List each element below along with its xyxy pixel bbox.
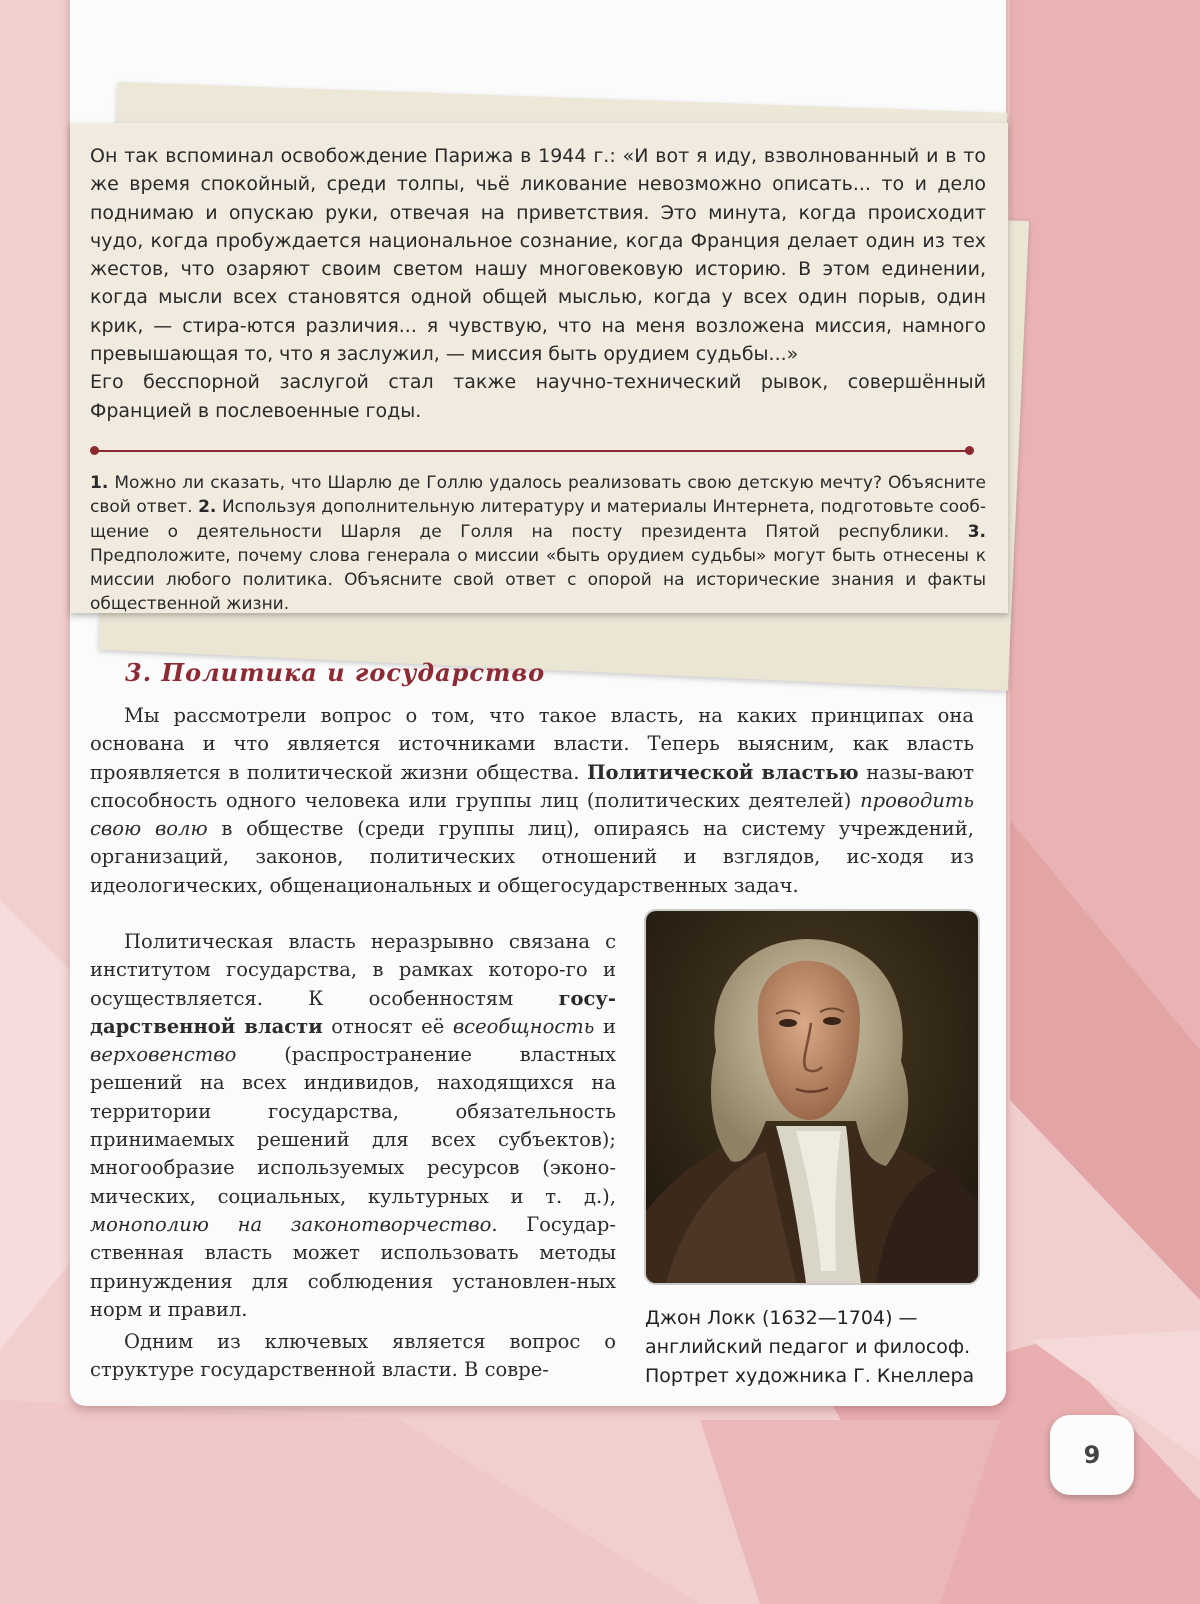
paragraph-text: относят её [331, 1014, 445, 1038]
page-number: 9 [1050, 1415, 1134, 1495]
section-title: 3. Политика и государство [125, 658, 546, 687]
caption-line: Джон Локк (1632—1704) — [645, 1307, 918, 1329]
caption-line: английский педагог и философ. [645, 1336, 971, 1358]
italic-term: всеобщность [452, 1014, 595, 1038]
paragraph-2 [90, 928, 616, 1324]
italic-term: монополию на законотворчество [90, 1212, 492, 1236]
paragraph-text: . Государ-ственная власть может использовать методы принуждения для соблюдения установлен-ных норм и правил. [90, 1212, 617, 1321]
paragraph-text: Одним из ключевых является вопрос о структуре государственной власти. В совре- [90, 1330, 616, 1382]
quote-text [90, 142, 986, 425]
divider-dot [90, 446, 99, 455]
caption-line: Портрет художника Г. Кнеллера [645, 1365, 975, 1387]
question-text: Предположите, почему слова генерала о миссии «быть орудием судьбы» могут быть отнесены к миссии любого политика. Объясните свой ответ с опорой на исторические знания и факты общественной жизни. [90, 545, 986, 615]
portrait-image [644, 909, 980, 1285]
quote-paragraph: Он так вспоминал освобождение Парижа в 1944 г.: «И вот я иду, взволнованный и в то же время спокойный, среди толпы, чьё ликование невозможно описать... то и дело поднимаю и опускаю руки, отвечая на приветствия. Это минута, когда происходит чудо, когда пробуждается национальное сознание, когда Франция делает один из тех жестов, что озаряют своим светом нашу многовековую историю. В этом единении, когда мысли всех становятся одной общей мыслью, когда у всех один порыв, один крик, — стира-ются различия... я чувствую, что на меня возложена миссия, намного превышающая то, что я заслужил, — миссия быть орудием судьбы...» [90, 145, 986, 366]
bold-term: Политической властью [587, 760, 859, 784]
paragraph-text: Политическая власть неразрывно связана с институтом государства, в рамках которо-го и осуществляется. К особенностям [90, 930, 616, 1010]
divider-line [92, 450, 972, 452]
divider-dot [965, 446, 974, 455]
question-number: 3. [967, 521, 986, 542]
paragraph-text: Мы рассмотрели вопрос о том, что такое власть, на каких принципах она основана и что является источниками власти. Теперь выясним, как власть проявляется в политической жизни общества. [90, 704, 974, 784]
paragraph-1 [90, 702, 974, 900]
italic-term: верховенство [90, 1043, 237, 1067]
bold-term: госу-дарственной власти [90, 986, 616, 1038]
paragraph-text: в обществе (среди группы лиц), опираясь на систему учреждений, организаций, законов, политических отношений и взглядов, ис-ходя из идеологических, общенациональных и общегосударственных задач. [90, 817, 974, 897]
question-text: Используя дополнительную литературу и материалы Интернета, подготовьте сооб-щение о деятельности Шарля де Голля на посту президента Пятой республики. [90, 497, 987, 542]
questions-block [90, 471, 986, 617]
question-number: 2. [198, 497, 217, 518]
question-text: Можно ли сказать, что Шарлю де Голлю удалось реализовать свою детскую мечту? Объясните свой ответ. [90, 473, 987, 518]
quote-box [70, 123, 1008, 613]
portrait-painting [646, 911, 978, 1283]
italic-term: проводить свою волю [90, 788, 975, 841]
question-number: 1. [90, 473, 109, 493]
figure-caption [645, 1304, 985, 1391]
quote-paragraph: Его бесспорной заслугой стал также научно-технический рывок, совершённый Францией в послевоенные годы. [90, 371, 986, 422]
paragraph-text: (распространение властных решений на всех индивидов, находящихся на территории государства, обязательность принимаемых решений для всех субъектов); многообразие используемых ресурсов (эконо-мических, социальных, культурных и т. д.), [90, 1043, 616, 1208]
paragraph-text: назы-вают способность одного человека или группы лиц (политических деятелей) [90, 760, 975, 812]
paragraph-3 [90, 1328, 616, 1385]
paragraph-text: и [602, 1014, 616, 1038]
